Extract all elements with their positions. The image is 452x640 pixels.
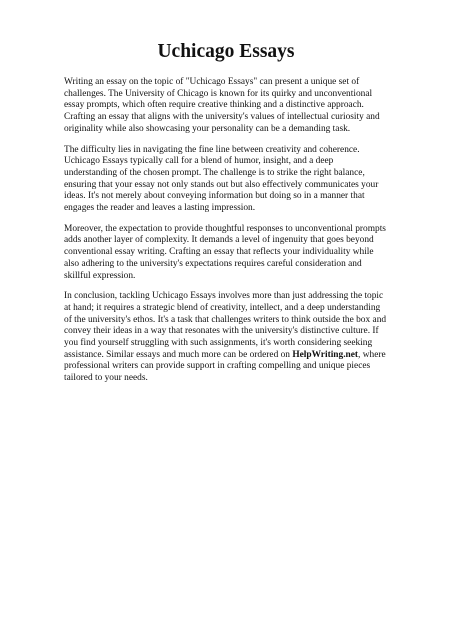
paragraph-conclusion <box>64 291 388 385</box>
document-body <box>64 77 388 385</box>
helpwriting-link[interactable]: HelpWriting.net <box>292 349 359 360</box>
paragraph-3: Moreover, the expectation to provide thoughtful responses to unconventional prompts adds another layer of complexity. It demands a level of ingenuity that goes beyond conventional essay writing. Crafting an essay that reflects your individuality while also adhering to the university's expectations requires careful consideration and skillful expression. <box>64 223 386 281</box>
paragraph-2: The difficulty lies in navigating the fine line between creativity and coherence. Uchicago Essays typically call for a blend of humor, insight, and a deep understanding of the chosen prompt. The challenge is to strike the right balance, ensuring that your essay not only stands out but also effectively communicates your ideas. It's not merely about conveying information but doing so in a manner that engages the reader and leaves a lasting impression. <box>64 144 379 214</box>
document-title: Uchicago Essays <box>157 41 295 62</box>
conclusion-text-before-link: In conclusion, tackling Uchicago Essays involves more than just addressing the topic at hand; it requires a strategic blend of creativity, intellect, and a deep understanding of the university's ethos. It's a task that challenges writers to think outside the box and convey their ideas in a way that resonates with the university's distinctive culture. If you find yourself struggling with such assignments, it's worth considering seeking assistance. Similar essays and much more can be ordered on <box>64 291 387 360</box>
conclusion-text-after-link: , where professional writers can provide support in crafting compelling and unique pieces tailored to your needs. <box>64 349 386 384</box>
paragraph-1: Writing an essay on the topic of "Uchicago Essays" can present a unique set of challenges. The University of Chicago is known for its quirky and unconventional essay prompts, which often require creative thinking and a distinctive approach. Crafting an essay that aligns with the university's values of intellectual curiosity and originality while also showcasing your personality can be a demanding task. <box>64 77 380 134</box>
